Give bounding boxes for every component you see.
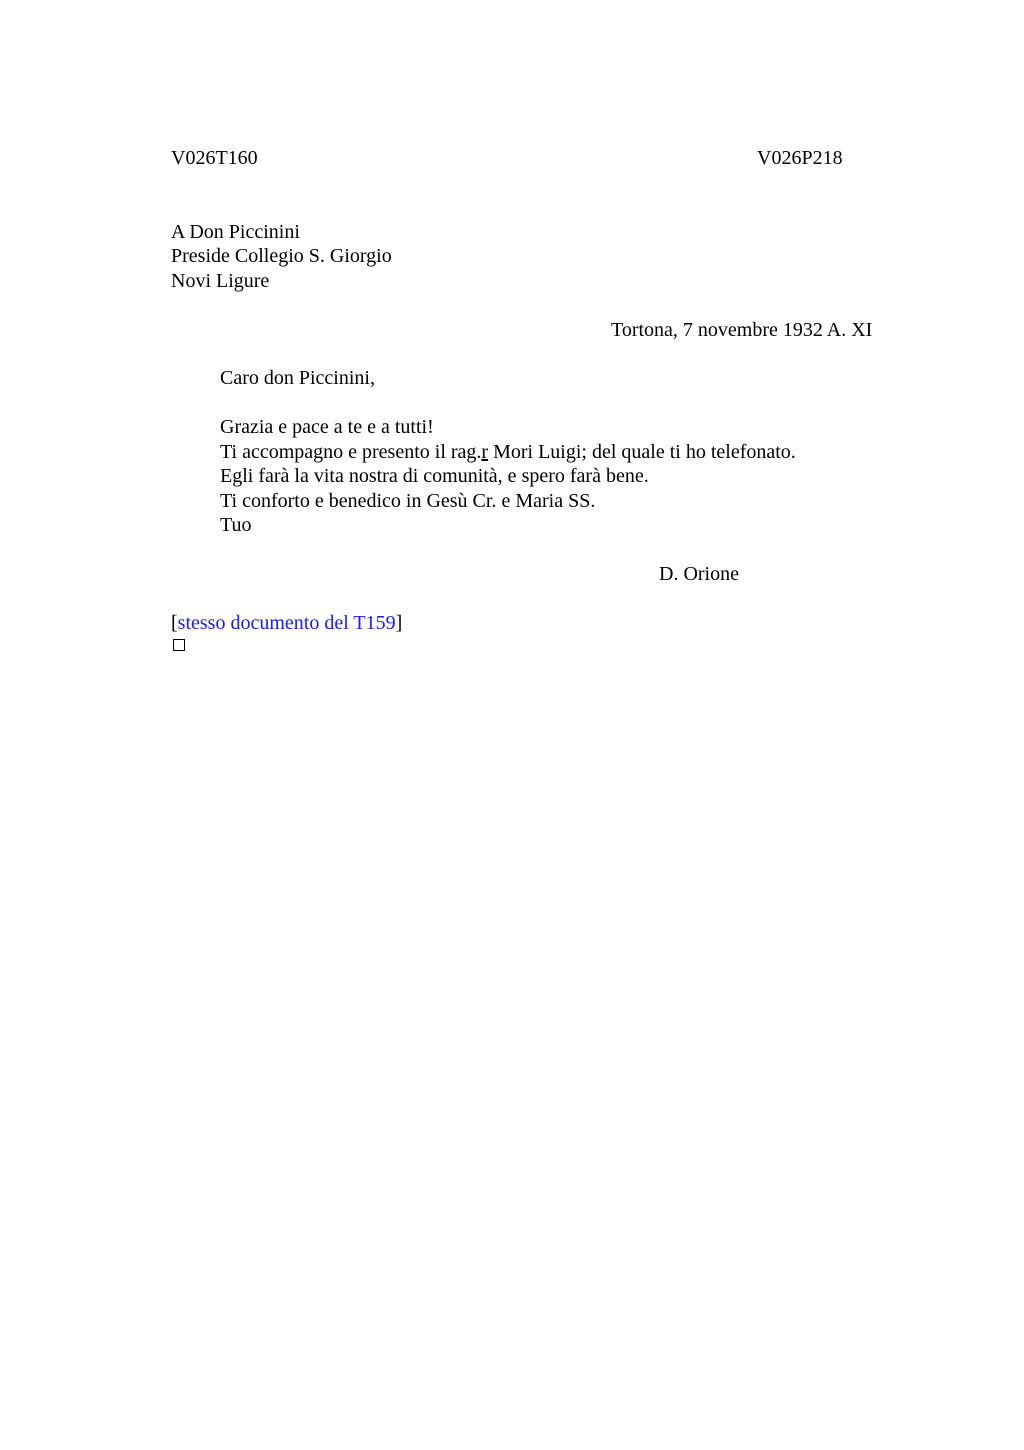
document-code-left: V026T160	[171, 147, 258, 169]
recipient-city: Novi Ligure	[171, 270, 270, 292]
body-line-2-start: Ti accompagno e presento il rag.	[220, 441, 482, 463]
document-code-right: V026P218	[757, 147, 843, 169]
recipient-name: A Don Piccinini	[171, 221, 300, 243]
note-close-bracket: ]	[395, 612, 403, 634]
body-line-2	[220, 440, 796, 464]
salutation: Caro don Piccinini,	[220, 367, 375, 389]
body-line-3: Egli farà la vita nostra di comunità, e spero farà bene.	[220, 465, 649, 487]
checkbox-square-icon	[173, 639, 185, 651]
editorial-note	[171, 611, 402, 635]
date-line: Tortona, 7 novembre 1932 A. XI	[611, 319, 873, 341]
signature: D. Orione	[659, 563, 739, 585]
note-link[interactable]: stesso documento del T159	[177, 612, 396, 634]
note-open-bracket: [	[171, 612, 178, 634]
body-line-4: Ti conforto e benedico in Gesù Cr. e Maria SS.	[220, 490, 596, 512]
body-line-5: Tuo	[220, 514, 252, 536]
abbreviation-superscript: r	[481, 441, 489, 463]
body-line-2-end: Mori Luigi; del quale ti ho telefonato.	[488, 441, 796, 463]
recipient-title: Preside Collegio S. Giorgio	[171, 245, 392, 267]
body-line-1: Grazia e pace a te e a tutti!	[220, 416, 434, 438]
